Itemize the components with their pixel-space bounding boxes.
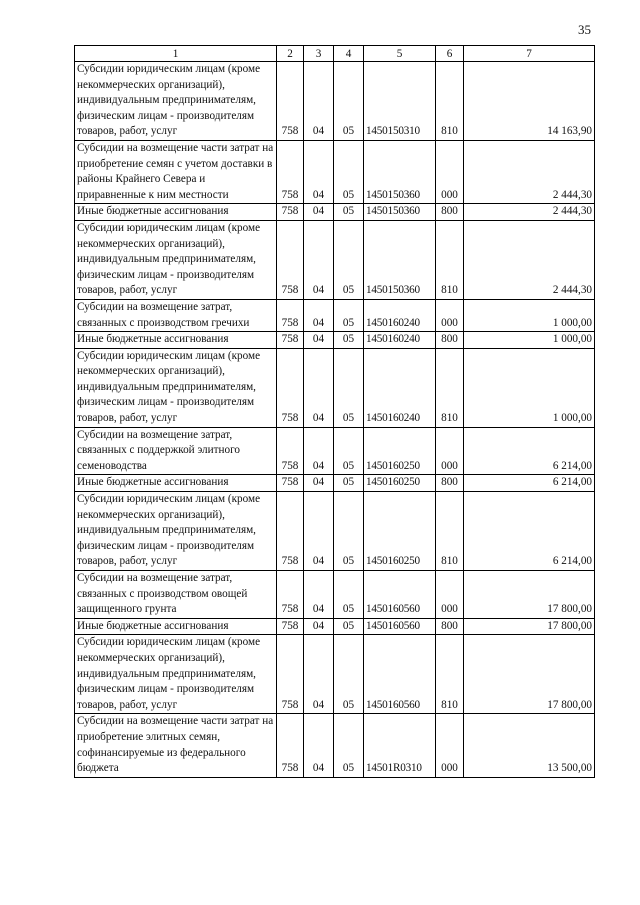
target-article-cell: 1450160250: [364, 475, 436, 492]
expense-type-cell: 000: [436, 140, 464, 203]
row-name-cell: Иные бюджетные ассигнования: [75, 618, 277, 635]
expense-type-cell: 000: [436, 427, 464, 475]
subsection-cell: 05: [334, 571, 364, 619]
amount-cell: 6 214,00: [464, 492, 595, 571]
row-name-cell: Субсидии на возмещение части затрат на приобретение элитных семян, софинансируемые из федерального бюджета: [75, 714, 277, 777]
expense-type-cell: 000: [436, 571, 464, 619]
section-cell: 04: [304, 571, 334, 619]
table-row: [75, 571, 595, 619]
amount-cell: 1 000,00: [464, 299, 595, 331]
code-cell: 758: [277, 618, 304, 635]
target-article-cell: 1450160250: [364, 492, 436, 571]
expense-type-cell: 000: [436, 299, 464, 331]
target-article-cell: 1450160240: [364, 332, 436, 349]
column-header-7: 7: [464, 46, 595, 62]
target-article-cell: 1450150360: [364, 220, 436, 299]
row-name-cell: Субсидии на возмещение затрат, связанных с поддержкой элитного семеноводства: [75, 427, 277, 475]
target-article-cell: 1450160560: [364, 618, 436, 635]
expense-type-cell: 810: [436, 348, 464, 427]
code-cell: 758: [277, 714, 304, 777]
amount-cell: 6 214,00: [464, 475, 595, 492]
subsection-cell: 05: [334, 204, 364, 221]
code-cell: 758: [277, 220, 304, 299]
column-header-2: 2: [277, 46, 304, 62]
subsection-cell: 05: [334, 220, 364, 299]
row-name-cell: Иные бюджетные ассигнования: [75, 475, 277, 492]
code-cell: 758: [277, 348, 304, 427]
subsection-cell: 05: [334, 140, 364, 203]
subsection-cell: 05: [334, 62, 364, 141]
amount-cell: 13 500,00: [464, 714, 595, 777]
table-row: [75, 492, 595, 571]
amount-cell: 6 214,00: [464, 427, 595, 475]
section-cell: 04: [304, 714, 334, 777]
section-cell: 04: [304, 427, 334, 475]
target-article-cell: 1450160240: [364, 299, 436, 331]
section-cell: 04: [304, 299, 334, 331]
code-cell: 758: [277, 332, 304, 349]
code-cell: 758: [277, 427, 304, 475]
amount-cell: 17 800,00: [464, 571, 595, 619]
expense-type-cell: 810: [436, 62, 464, 141]
target-article-cell: 14501R0310: [364, 714, 436, 777]
table-row: [75, 204, 595, 221]
row-name-cell: Субсидии юридическим лицам (кроме некоммерческих организаций), индивидуальным предпринимателям, физическим лицам - производителям товаров, работ, услуг: [75, 220, 277, 299]
expense-type-cell: 810: [436, 492, 464, 571]
column-header-6: 6: [436, 46, 464, 62]
subsection-cell: 05: [334, 427, 364, 475]
expense-type-cell: 810: [436, 635, 464, 714]
section-cell: 04: [304, 220, 334, 299]
row-name-cell: Субсидии на возмещение затрат, связанных с производством овощей защищенного грунта: [75, 571, 277, 619]
subsection-cell: 05: [334, 348, 364, 427]
table-body: [75, 62, 595, 778]
expense-type-cell: 800: [436, 618, 464, 635]
amount-cell: 2 444,30: [464, 220, 595, 299]
code-cell: 758: [277, 492, 304, 571]
column-header-1: 1: [75, 46, 277, 62]
row-name-cell: Субсидии на возмещение затрат, связанных с производством гречихи: [75, 299, 277, 331]
table-row: [75, 475, 595, 492]
subsection-cell: 05: [334, 618, 364, 635]
table-row: [75, 348, 595, 427]
expense-type-cell: 800: [436, 475, 464, 492]
section-cell: 04: [304, 635, 334, 714]
section-cell: 04: [304, 348, 334, 427]
column-header-3: 3: [304, 46, 334, 62]
header-row: [75, 46, 595, 62]
table-row: [75, 427, 595, 475]
section-cell: 04: [304, 475, 334, 492]
section-cell: 04: [304, 332, 334, 349]
expense-type-cell: 810: [436, 220, 464, 299]
target-article-cell: 1450150360: [364, 204, 436, 221]
column-header-5: 5: [364, 46, 436, 62]
table-row: [75, 62, 595, 141]
code-cell: 758: [277, 140, 304, 203]
amount-cell: 1 000,00: [464, 332, 595, 349]
code-cell: 758: [277, 475, 304, 492]
code-cell: 758: [277, 62, 304, 141]
table-row: [75, 299, 595, 331]
table-row: [75, 635, 595, 714]
table-row: [75, 220, 595, 299]
subsection-cell: 05: [334, 714, 364, 777]
subsection-cell: 05: [334, 492, 364, 571]
code-cell: 758: [277, 571, 304, 619]
expense-type-cell: 800: [436, 204, 464, 221]
subsection-cell: 05: [334, 475, 364, 492]
row-name-cell: Иные бюджетные ассигнования: [75, 332, 277, 349]
section-cell: 04: [304, 618, 334, 635]
code-cell: 758: [277, 635, 304, 714]
subsection-cell: 05: [334, 299, 364, 331]
amount-cell: 17 800,00: [464, 635, 595, 714]
table-row: [75, 140, 595, 203]
section-cell: 04: [304, 492, 334, 571]
target-article-cell: 1450150360: [364, 140, 436, 203]
table-row: [75, 714, 595, 777]
code-cell: 758: [277, 204, 304, 221]
amount-cell: 2 444,30: [464, 140, 595, 203]
target-article-cell: 1450150310: [364, 62, 436, 141]
target-article-cell: 1450160560: [364, 571, 436, 619]
row-name-cell: Субсидии юридическим лицам (кроме некоммерческих организаций), индивидуальным предпринимателям, физическим лицам - производителям товаров, работ, услуг: [75, 62, 277, 141]
row-name-cell: Субсидии юридическим лицам (кроме некоммерческих организаций), индивидуальным предпринимателям, физическим лицам - производителям товаров, работ, услуг: [75, 492, 277, 571]
amount-cell: 2 444,30: [464, 204, 595, 221]
row-name-cell: Иные бюджетные ассигнования: [75, 204, 277, 221]
row-name-cell: Субсидии на возмещение части затрат на приобретение семян с учетом доставки в районы Крайнего Севера и приравненные к ним местности: [75, 140, 277, 203]
amount-cell: 1 000,00: [464, 348, 595, 427]
row-name-cell: Субсидии юридическим лицам (кроме некоммерческих организаций), индивидуальным предпринимателям, физическим лицам - производителям товаров, работ, услуг: [75, 348, 277, 427]
target-article-cell: 1450160240: [364, 348, 436, 427]
row-name-cell: Субсидии юридическим лицам (кроме некоммерческих организаций), индивидуальным предпринимателям, физическим лицам - производителям товаров, работ, услуг: [75, 635, 277, 714]
budget-table: [74, 45, 595, 778]
expense-type-cell: 000: [436, 714, 464, 777]
subsection-cell: 05: [334, 332, 364, 349]
target-article-cell: 1450160560: [364, 635, 436, 714]
subsection-cell: 05: [334, 635, 364, 714]
table-row: [75, 618, 595, 635]
section-cell: 04: [304, 140, 334, 203]
table-row: [75, 332, 595, 349]
code-cell: 758: [277, 299, 304, 331]
expense-type-cell: 800: [436, 332, 464, 349]
section-cell: 04: [304, 204, 334, 221]
target-article-cell: 1450160250: [364, 427, 436, 475]
section-cell: 04: [304, 62, 334, 141]
amount-cell: 17 800,00: [464, 618, 595, 635]
column-header-4: 4: [334, 46, 364, 62]
amount-cell: 14 163,90: [464, 62, 595, 141]
page-number: 35: [578, 22, 591, 37]
